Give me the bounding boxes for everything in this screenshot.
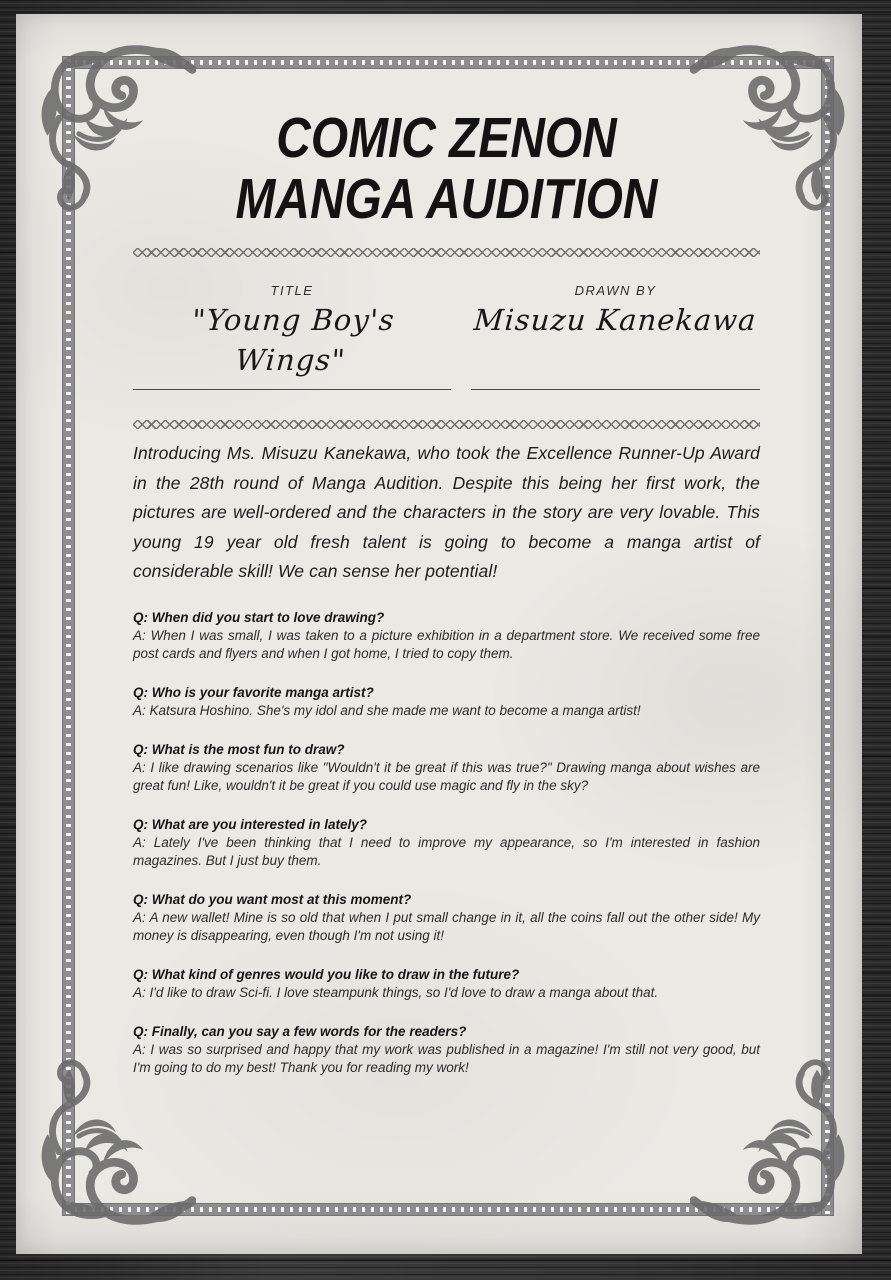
- qa-answer: A: I like drawing scenarios like "Wouldn't it be great if this was true?" Drawing manga about wishes are great fun! Like, wouldn't it be great if you could use magic and fly in the sky?: [133, 759, 760, 793]
- credits-values-row: [133, 300, 760, 390]
- page-title-line2: MANGA AUDITION: [235, 167, 658, 231]
- drawn-by-value: Misuzu Kanekawa: [473, 303, 758, 337]
- corner-ornament-bottom-left-icon: [28, 1054, 196, 1234]
- qa-question: Q: What do you want most at this moment?: [133, 891, 412, 907]
- scanned-page: [16, 14, 862, 1254]
- credits-labels-row: [133, 283, 760, 298]
- qa-item: [133, 609, 760, 663]
- qa-answer: A: I was so surprised and happy that my work was published in a magazine! I'm still not very good, but I'm going to do my best! Thank you for reading my work!: [133, 1041, 760, 1075]
- qa-item: [133, 816, 760, 870]
- qa-answer: A: I'd like to draw Sci-fi. I love steampunk things, so I'd love to draw a manga about that.: [133, 984, 659, 1000]
- qa-item: [133, 891, 760, 945]
- qa-item: [133, 741, 760, 795]
- qa-answer: A: Lately I've been thinking that I need to improve my appearance, so I'm interested in fashion magazines. But I just buy them.: [133, 834, 760, 868]
- qa-question: Q: What is the most fun to draw?: [133, 741, 345, 757]
- qa-item: [133, 684, 760, 720]
- qa-question: Q: What are you interested in lately?: [133, 816, 368, 832]
- intro-paragraph: Introducing Ms. Misuzu Kanekawa, who took the Excellence Runner-Up Award in the 28th round of Manga Audition. Despite this being her first work, the pictures are well-ordered and the characters in the story are very lovable. This young 19 year old fresh talent is going to become a manga artist of considerable skill! We can sense her potential!: [133, 443, 760, 581]
- diamond-divider-top: [133, 248, 760, 257]
- corner-ornament-bottom-right-icon: [690, 1054, 858, 1234]
- qa-question: Q: What kind of genres would you like to draw in the future?: [133, 966, 520, 982]
- diamond-divider-intro: [133, 420, 760, 429]
- qa-item: [133, 966, 760, 1002]
- title-label: TITLE: [270, 283, 314, 298]
- qa-answer: A: Katsura Hoshino. She's my idol and she made me want to become a manga artist!: [133, 702, 641, 718]
- qa-question: Q: When did you start to love drawing?: [133, 609, 385, 625]
- border-chain-left: [62, 56, 75, 1216]
- qa-item: [133, 1023, 760, 1077]
- qa-list: [133, 609, 760, 1077]
- page-title: [133, 108, 760, 230]
- qa-answer: A: A new wallet! Mine is so old that when I put small change in it, all the coins fall out the other side! My money is disappearing, even though I'm not using it!: [133, 909, 760, 943]
- drawn-by-value-field: [471, 300, 760, 390]
- title-value: "Young Boy's Wings": [190, 303, 396, 377]
- drawn-by-label: DRAWN BY: [574, 283, 657, 298]
- qa-answer: A: When I was small, I was taken to a picture exhibition in a department store. We received some free post cards and flyers and when I got home, I tried to copy them.: [133, 627, 760, 661]
- page-content: [133, 14, 760, 1077]
- border-chain-right: [821, 56, 834, 1216]
- page-title-line1: COMIC ZENON: [276, 106, 617, 170]
- title-value-field: [133, 300, 451, 390]
- qa-question: Q: Who is your favorite manga artist?: [133, 684, 374, 700]
- qa-question: Q: Finally, can you say a few words for the readers?: [133, 1023, 467, 1039]
